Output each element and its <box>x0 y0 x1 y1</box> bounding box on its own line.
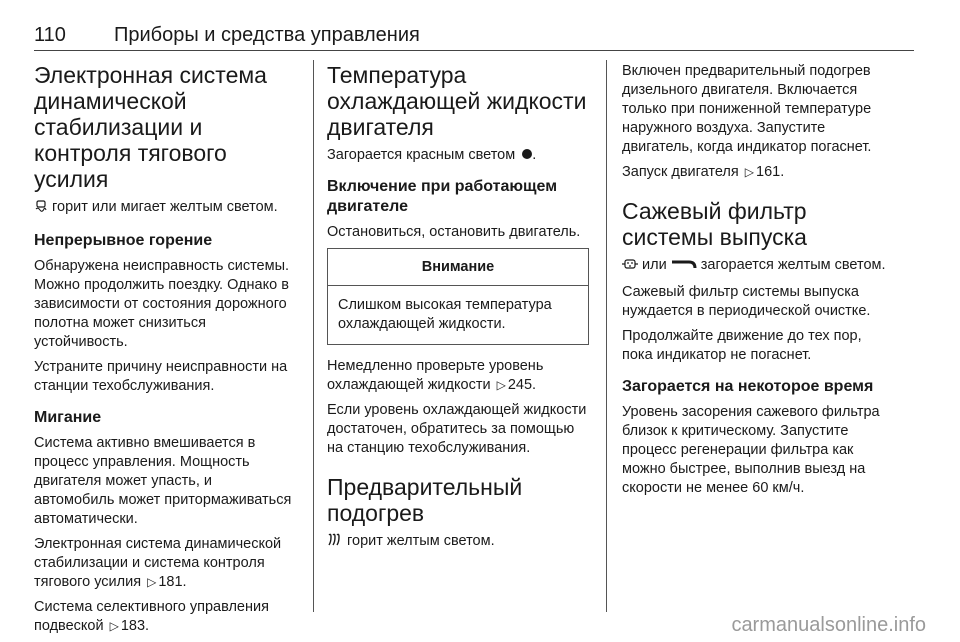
page-reference-icon: ▷ <box>744 165 755 179</box>
column-dpf <box>622 62 892 504</box>
subheading-engine-running: Включение при работающем двигателе <box>327 178 558 215</box>
column-esc <box>34 62 296 642</box>
column-divider <box>606 60 607 612</box>
subheading-blinking: Мигание <box>34 409 102 426</box>
page-number: 110 <box>34 24 66 46</box>
dpf-intro-text: загорается желтым светом. <box>700 257 886 273</box>
preheat-intro-text: горит желтым светом. <box>347 533 495 549</box>
dpf-intro-or: или <box>642 257 667 273</box>
column-divider <box>313 60 314 612</box>
paragraph: Система активно вмешивается в процесс управления. Мощность двигателя может упасть, и автомобиль может притормаживаться автоматически. <box>34 435 292 527</box>
paragraph: Сажевый фильтр системы выпуска нуждается в периодической очистке. <box>622 284 871 319</box>
paragraph-ref <box>34 598 296 636</box>
esc-intro-text: горит или мигает желтым светом. <box>52 199 278 215</box>
page-ref[interactable]: 183. <box>120 618 150 634</box>
paragraph: Остановиться, остановить двигатель. <box>327 224 581 240</box>
notice-title: Внимание <box>328 249 588 286</box>
exhaust-pipe-icon <box>671 257 697 277</box>
section-title-coolant: Температура охлаждающей жидкости двигателя <box>327 62 587 140</box>
paragraph: Продолжайте движение до тех пор, пока индикатор не погаснет. <box>622 328 862 363</box>
paragraph-text: Запуск двигателя <box>622 164 739 180</box>
coolant-intro-text: Загорается красным светом <box>327 147 516 163</box>
paragraph: Включен предварительный подогрев дизельного двигателя. Включается только при пониженной температуре наружного воздуха. Запустите двигатель, когда индикатор погаснет. <box>622 63 872 155</box>
paragraph: Обнаружена неисправность системы. Можно продолжить поездку. Однако в зависимости от состояния дорожного полотна может снизиться устойчивость. <box>34 258 290 350</box>
paragraph-text: Электронная система динамической стабилизации и система контроля тягового усилия <box>34 536 282 590</box>
esc-intro <box>34 198 296 219</box>
running-title: Приборы и средства управления <box>114 24 420 46</box>
skid-car-icon <box>34 199 48 219</box>
paragraph: Уровень засорения сажевого фильтра близок к критическому. Запустите процесс регенерации фильтра как можно быстрее, выполнив выезд на скорости не менее 60 км/ч. <box>622 404 880 496</box>
paragraph: Если уровень охлаждающей жидкости достаточен, обратитесь за помощью на станцию техобслуживания. <box>327 402 587 456</box>
page-reference-icon: ▷ <box>496 378 506 392</box>
page-reference-icon: ▷ <box>147 575 157 589</box>
paragraph-ref <box>622 163 892 182</box>
particulate-filter-icon <box>622 257 638 277</box>
page-ref[interactable]: 181. <box>158 574 187 590</box>
paragraph: Устраните причину неисправности на станции техобслуживания. <box>34 359 288 394</box>
paragraph-text: Система селективного управления подвеской <box>34 599 269 634</box>
page-reference-icon: ▷ <box>109 619 119 633</box>
dpf-intro <box>622 256 892 277</box>
header-rule <box>34 50 914 51</box>
subheading-continuous: Непрерывное горение <box>34 232 213 249</box>
notice-body: Слишком высокая температура охлаждающей жидкости. <box>338 297 552 332</box>
column-coolant <box>327 62 589 559</box>
page-ref[interactable]: 245. <box>507 377 537 393</box>
warning-notice <box>327 248 589 345</box>
section-title-esc: Электронная система динамической стабилизации и контроля тягового усилия <box>34 62 267 192</box>
paragraph-ref <box>327 357 589 395</box>
subheading-temporary: Загорается на некоторое время <box>622 378 874 395</box>
coolant-intro: Загорается красным светом . <box>327 147 537 163</box>
watermark: carmanualsonline.info <box>731 614 926 636</box>
page-ref[interactable]: 161. <box>756 164 785 180</box>
preheat-intro <box>327 532 589 553</box>
paragraph-ref <box>34 535 296 592</box>
section-title-dpf: Сажевый фильтр системы выпуска <box>622 198 807 250</box>
red-dot-icon <box>522 149 532 159</box>
page-header <box>34 18 914 50</box>
glow-plug-coil-icon <box>327 533 343 553</box>
paragraph-text: Немедленно проверьте уровень охлаждающей жидкости <box>327 358 544 393</box>
section-title-preheat: Предварительный подогрев <box>327 474 523 526</box>
